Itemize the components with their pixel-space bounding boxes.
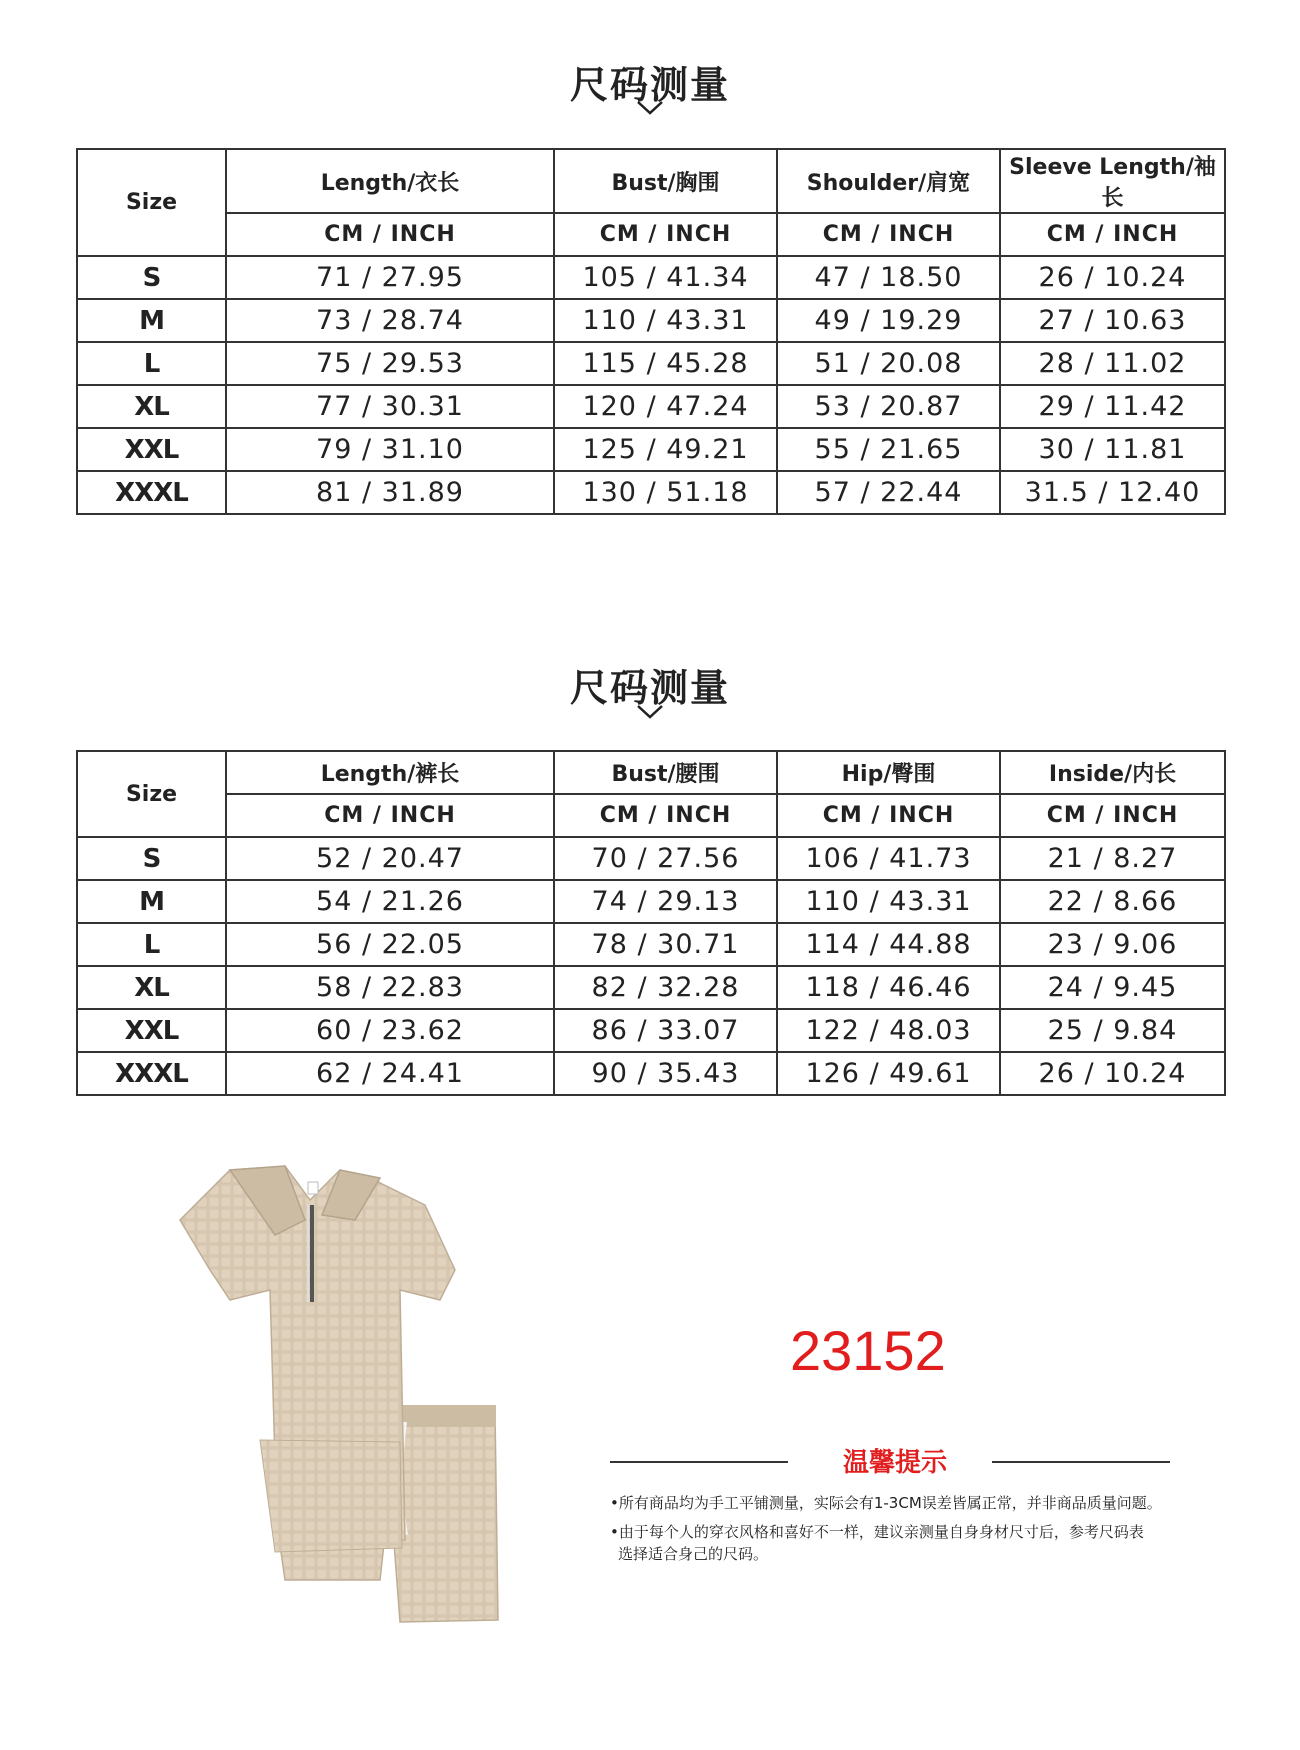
table-cell: 25 / 9.84 bbox=[1000, 1009, 1225, 1052]
table-cell: 70 / 27.56 bbox=[554, 837, 777, 880]
table-cell: 60 / 23.62 bbox=[226, 1009, 554, 1052]
table-cell: 28 / 11.02 bbox=[1000, 342, 1225, 385]
column-header: Length/衣长 bbox=[226, 149, 554, 213]
table-cell: 115 / 45.28 bbox=[554, 342, 777, 385]
table-cell: 105 / 41.34 bbox=[554, 256, 777, 299]
table-cell: 53 / 20.87 bbox=[777, 385, 1000, 428]
product-image bbox=[100, 1160, 520, 1700]
unit-header: CM / INCH bbox=[554, 794, 777, 837]
column-header: Inside/内长 bbox=[1000, 751, 1225, 794]
table-cell: 114 / 44.88 bbox=[777, 923, 1000, 966]
table-cell: 86 / 33.07 bbox=[554, 1009, 777, 1052]
table-cell: 21 / 8.27 bbox=[1000, 837, 1225, 880]
table-cell: 125 / 49.21 bbox=[554, 428, 777, 471]
size-label: XL bbox=[77, 966, 226, 1009]
table-cell: 74 / 29.13 bbox=[554, 880, 777, 923]
size-label: XXL bbox=[77, 1009, 226, 1052]
tips-title: 温馨提示 bbox=[842, 1448, 947, 1478]
table-cell: 75 / 29.53 bbox=[226, 342, 554, 385]
divider bbox=[610, 1461, 788, 1463]
table-cell: 118 / 46.46 bbox=[777, 966, 1000, 1009]
table-cell: 58 / 22.83 bbox=[226, 966, 554, 1009]
size-label: XXL bbox=[77, 428, 226, 471]
table-cell: 62 / 24.41 bbox=[226, 1052, 554, 1095]
table-row bbox=[77, 880, 1225, 923]
chevron-down-icon bbox=[636, 704, 664, 720]
unit-header: CM / INCH bbox=[1000, 794, 1225, 837]
table-cell: 106 / 41.73 bbox=[777, 837, 1000, 880]
size-header: Size bbox=[77, 751, 226, 837]
table-cell: 29 / 11.42 bbox=[1000, 385, 1225, 428]
column-header: Bust/腰围 bbox=[554, 751, 777, 794]
table-cell: 90 / 35.43 bbox=[554, 1052, 777, 1095]
table-cell: 31.5 / 12.40 bbox=[1000, 471, 1225, 514]
column-header: Hip/臀围 bbox=[777, 751, 1000, 794]
table-cell: 130 / 51.18 bbox=[554, 471, 777, 514]
unit-header: CM / INCH bbox=[226, 794, 554, 837]
table-cell: 56 / 22.05 bbox=[226, 923, 554, 966]
table-cell: 122 / 48.03 bbox=[777, 1009, 1000, 1052]
size-label: M bbox=[77, 299, 226, 342]
table-cell: 49 / 19.29 bbox=[777, 299, 1000, 342]
size-label: XL bbox=[77, 385, 226, 428]
size-label: S bbox=[77, 256, 226, 299]
size-label: XXXL bbox=[77, 1052, 226, 1095]
chevron-down-icon bbox=[636, 100, 664, 116]
size-label: XXXL bbox=[77, 471, 226, 514]
table-row bbox=[77, 299, 1225, 342]
table-row bbox=[77, 923, 1225, 966]
size-header: Size bbox=[77, 149, 226, 256]
divider bbox=[992, 1461, 1170, 1463]
table-cell: 24 / 9.45 bbox=[1000, 966, 1225, 1009]
table-row bbox=[77, 428, 1225, 471]
model-code: 23152 bbox=[790, 1319, 946, 1382]
table-cell: 26 / 10.24 bbox=[1000, 256, 1225, 299]
unit-header: CM / INCH bbox=[226, 213, 554, 256]
table-row bbox=[77, 837, 1225, 880]
tip-line: •所有商品均为手工平铺测量，实际会有1-3CM误差皆属正常，并非商品质量问题。 bbox=[610, 1494, 1162, 1512]
table-cell: 57 / 22.44 bbox=[777, 471, 1000, 514]
table-cell: 22 / 8.66 bbox=[1000, 880, 1225, 923]
table-cell: 51 / 20.08 bbox=[777, 342, 1000, 385]
top-size-chart-title: 尺码测量 bbox=[569, 63, 730, 107]
table-row bbox=[77, 342, 1225, 385]
unit-header: CM / INCH bbox=[554, 213, 777, 256]
table-cell: 55 / 21.65 bbox=[777, 428, 1000, 471]
column-header: Shoulder/肩宽 bbox=[777, 149, 1000, 213]
size-label: L bbox=[77, 342, 226, 385]
top-size-table bbox=[76, 148, 1226, 515]
table-cell: 47 / 18.50 bbox=[777, 256, 1000, 299]
column-header: Length/裤长 bbox=[226, 751, 554, 794]
column-header: Sleeve Length/袖长 bbox=[1000, 149, 1225, 213]
table-row bbox=[77, 1009, 1225, 1052]
table-cell: 110 / 43.31 bbox=[554, 299, 777, 342]
bottom-size-chart-title: 尺码测量 bbox=[569, 666, 730, 710]
table-cell: 30 / 11.81 bbox=[1000, 428, 1225, 471]
tip-line: 选择适合身己的尺码。 bbox=[618, 1545, 769, 1563]
size-label: M bbox=[77, 880, 226, 923]
table-row bbox=[77, 256, 1225, 299]
table-row bbox=[77, 966, 1225, 1009]
bottom-size-table bbox=[76, 750, 1226, 1096]
table-cell: 26 / 10.24 bbox=[1000, 1052, 1225, 1095]
size-label: L bbox=[77, 923, 226, 966]
table-cell: 110 / 43.31 bbox=[777, 880, 1000, 923]
table-cell: 52 / 20.47 bbox=[226, 837, 554, 880]
table-row bbox=[77, 385, 1225, 428]
table-cell: 78 / 30.71 bbox=[554, 923, 777, 966]
table-cell: 54 / 21.26 bbox=[226, 880, 554, 923]
unit-header: CM / INCH bbox=[777, 213, 1000, 256]
unit-header: CM / INCH bbox=[1000, 213, 1225, 256]
table-cell: 71 / 27.95 bbox=[226, 256, 554, 299]
table-cell: 79 / 31.10 bbox=[226, 428, 554, 471]
table-cell: 73 / 28.74 bbox=[226, 299, 554, 342]
size-label: S bbox=[77, 837, 226, 880]
unit-header: CM / INCH bbox=[777, 794, 1000, 837]
table-row bbox=[77, 1052, 1225, 1095]
table-cell: 77 / 30.31 bbox=[226, 385, 554, 428]
tip-line: •由于每个人的穿衣风格和喜好不一样，建议亲测量自身身材尺寸后，参考尺码表 bbox=[610, 1523, 1144, 1541]
table-cell: 82 / 32.28 bbox=[554, 966, 777, 1009]
table-cell: 23 / 9.06 bbox=[1000, 923, 1225, 966]
table-cell: 81 / 31.89 bbox=[226, 471, 554, 514]
column-header: Bust/胸围 bbox=[554, 149, 777, 213]
table-cell: 126 / 49.61 bbox=[777, 1052, 1000, 1095]
table-row bbox=[77, 471, 1225, 514]
table-cell: 120 / 47.24 bbox=[554, 385, 777, 428]
table-cell: 27 / 10.63 bbox=[1000, 299, 1225, 342]
